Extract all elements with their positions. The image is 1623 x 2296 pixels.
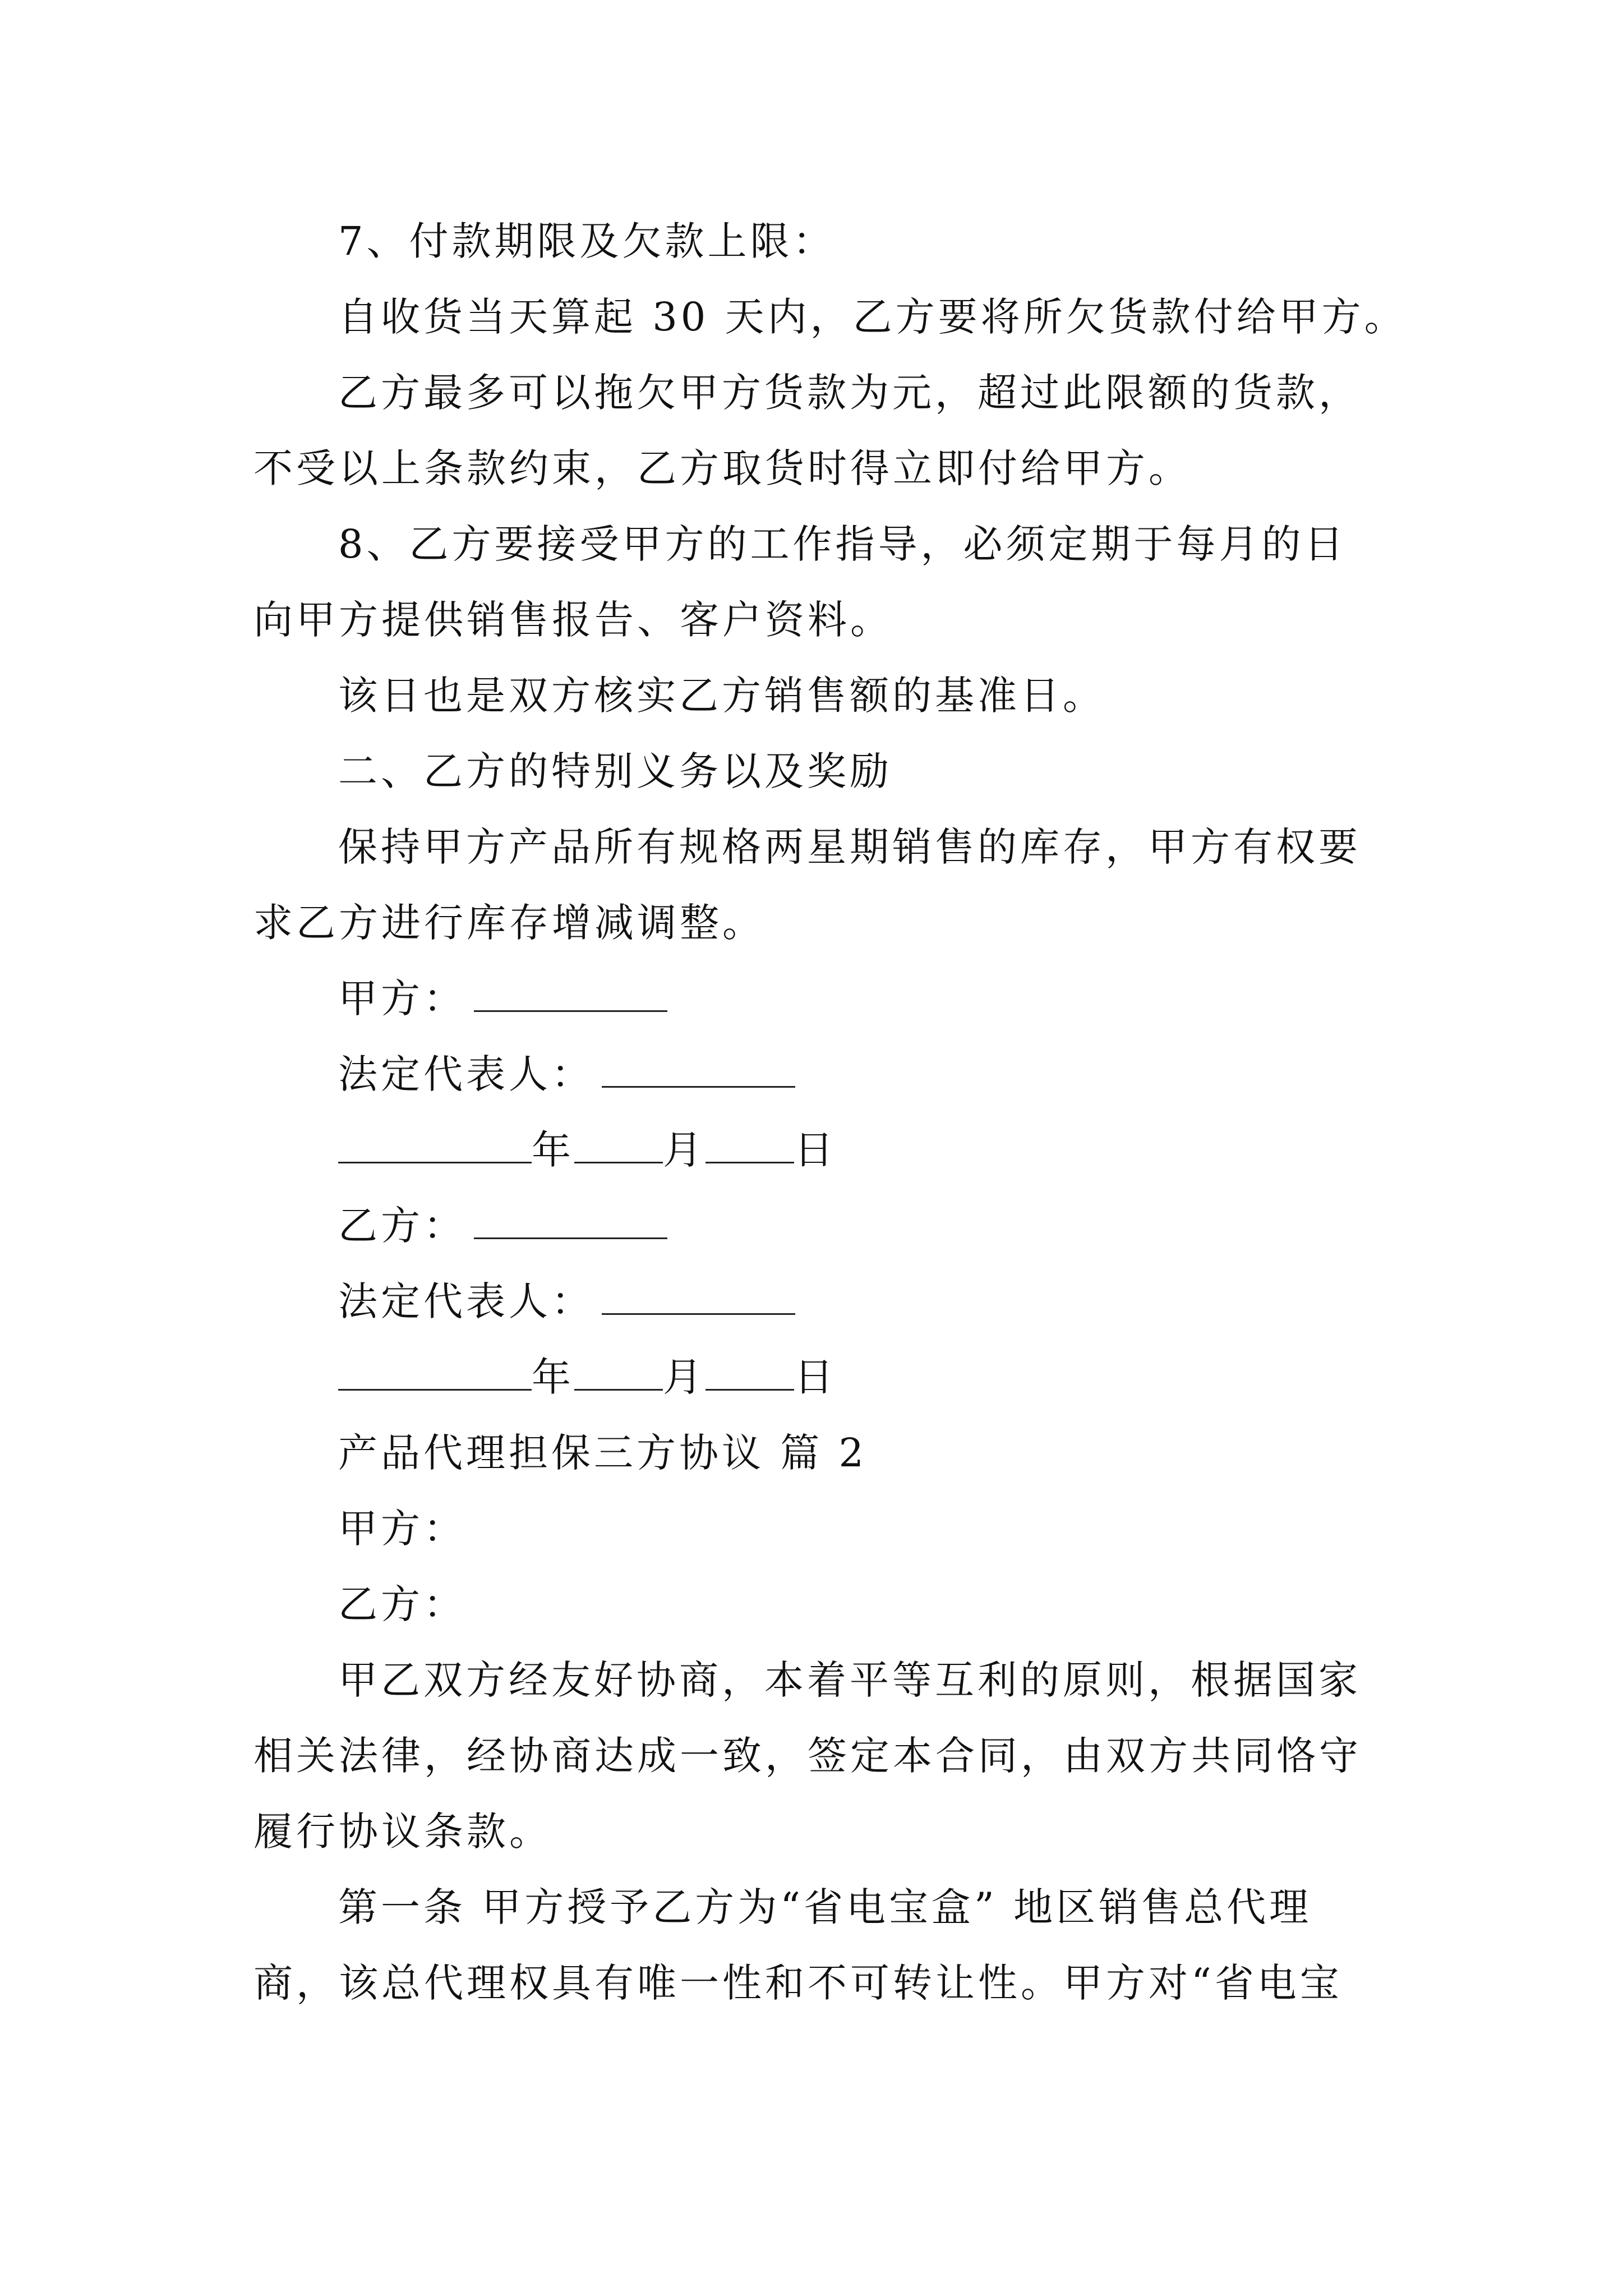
day-blank [706, 1350, 794, 1391]
month-label: 月 [663, 1354, 706, 1400]
party-b-label: 乙方： [338, 1203, 466, 1249]
paragraph-credit-limit-cont: 不受以上条款约束，乙方取货时得立即付给甲方。 [253, 445, 1191, 491]
year-label: 年 [532, 1127, 574, 1173]
signature-legal-rep-2 [338, 1273, 795, 1329]
intro-paragraph-line: 相关法律，经协商达成一致，签定本合同，由双方共同恪守 [253, 1733, 1362, 1779]
paragraph-base-date: 该日也是双方核实乙方销售额的基准日。 [338, 673, 1105, 719]
month-blank [574, 1350, 663, 1391]
legal-rep-label: 法定代表人： [338, 1278, 594, 1324]
guidance-clause: 8、乙方要接受甲方的工作指导，必须定期于每月的日 [338, 521, 1347, 567]
legal-rep-blank [602, 1047, 795, 1088]
year-blank [338, 1350, 532, 1391]
year-blank [338, 1122, 532, 1163]
day-blank [706, 1122, 794, 1163]
party-b-blank [474, 1198, 667, 1239]
paragraph-credit-limit: 乙方最多可以拖欠甲方货款为元，超过此限额的货款， [338, 370, 1361, 416]
day-label: 日 [794, 1354, 837, 1400]
month-blank [574, 1122, 663, 1163]
legal-rep-label: 法定代表人： [338, 1051, 594, 1097]
guidance-clause-cont: 向甲方提供销售报告、客户资料。 [253, 597, 893, 643]
paragraph-inventory: 保持甲方产品所有规格两星期销售的库存，甲方有权要 [338, 824, 1361, 870]
signature-legal-rep-1 [338, 1046, 795, 1102]
article-1-line: 商，该总代理权具有唯一性和不可转让性。甲方对“省电宝 [253, 1960, 1343, 2006]
payment-terms-heading: 7、付款期限及欠款上限： [338, 218, 836, 264]
party-a-line: 甲方： [338, 1506, 466, 1552]
signature-party-a [338, 970, 667, 1027]
signature-party-b [338, 1198, 667, 1254]
year-label: 年 [532, 1354, 574, 1400]
article-1-line: 第一条 甲方授予乙方为“省电宝盒” 地区销售总代理 [338, 1884, 1312, 1930]
legal-rep-blank [602, 1274, 795, 1315]
month-label: 月 [663, 1127, 706, 1173]
signature-date-2 [338, 1349, 837, 1405]
day-label: 日 [794, 1127, 837, 1173]
intro-paragraph-line: 甲乙双方经友好协商，本着平等互利的原则，根据国家 [338, 1657, 1361, 1703]
paragraph-inventory-cont: 求乙方进行库存增减调整。 [253, 900, 765, 946]
paragraph-payment-period: 自收货当天算起 30 天内，乙方要将所欠货款付给甲方。 [338, 294, 1407, 340]
intro-paragraph-line: 履行协议条款。 [253, 1809, 552, 1855]
party-a-label: 甲方： [338, 976, 466, 1022]
party-b-line: 乙方： [338, 1581, 466, 1627]
section-title: 产品代理担保三方协议 篇 2 [338, 1430, 868, 1476]
section-heading-obligations: 二、乙方的特别义务以及奖励 [338, 748, 892, 794]
party-a-blank [474, 971, 667, 1012]
signature-date-1 [338, 1122, 837, 1178]
